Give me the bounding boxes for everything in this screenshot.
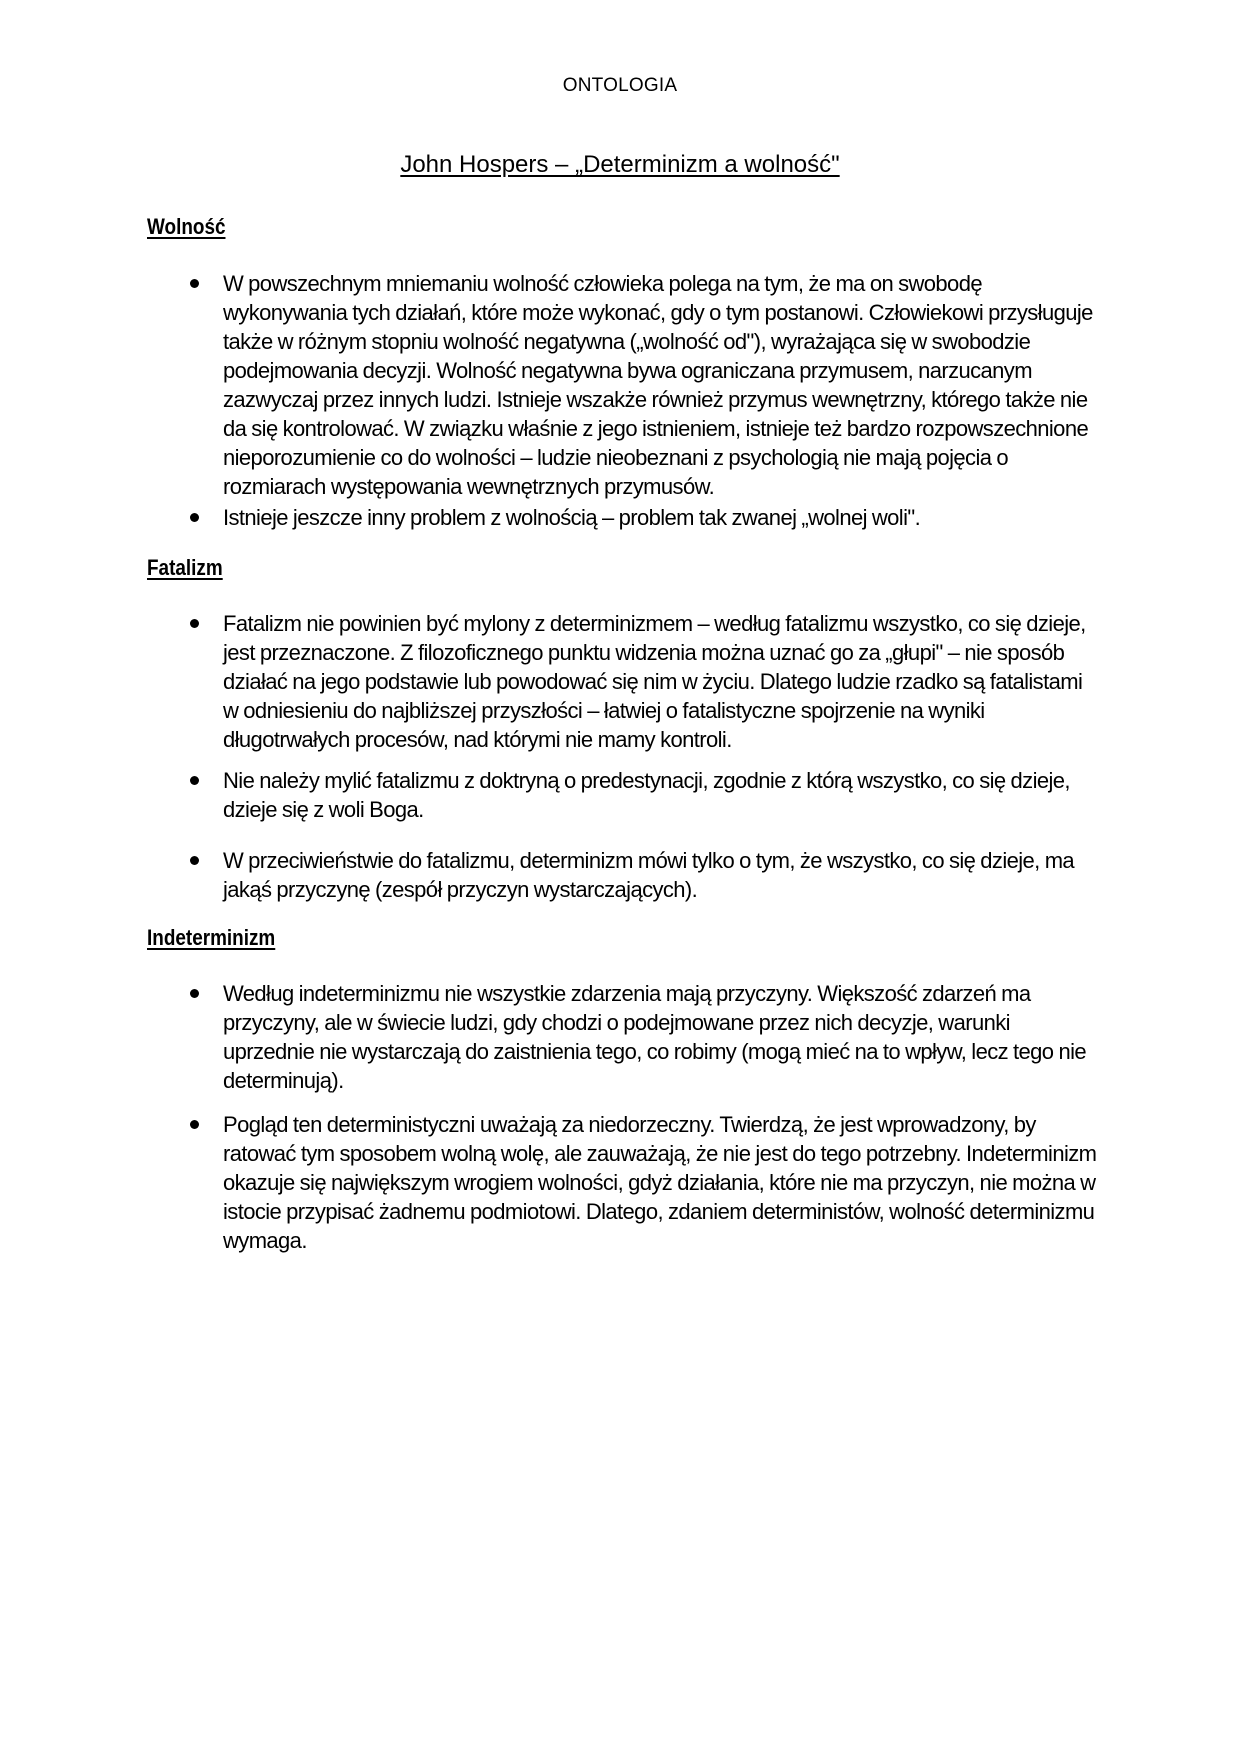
list-item: Nie należy mylić fatalizmu z doktryną o predestynacji, zgodnie z którą wszystko, co się dzieje, dzieje się z woli Boga. (223, 768, 1070, 822)
section-heading-indeterminizm: Indeterminizm (147, 925, 276, 950)
list-item: Istnieje jeszcze inny problem z wolnością – problem tak zwanej „wolnej woli". (223, 505, 921, 530)
list-item: Pogląd ten deterministyczni uważają za niedorzeczny. Twierdzą, że jest wprowadzony, by ratować tym sposobem wolną wolę, ale zauważają, że nie jest do tego potrzebny. Indeterminizm okazuje się największym wrogiem wolności, gdyż działania, które nie ma przyczyn, nie można w istocie przypisać żadnemu podmiotowi. Dlatego, zdaniem deterministów, wolność determinizmu wymaga. (223, 1112, 1097, 1253)
document-title: John Hospers – „Determinizm a wolność" (400, 151, 840, 178)
list-item: W powszechnym mniemaniu wolność człowieka polega na tym, że ma on swobodę wykonywania tych działań, które może wykonać, gdy o tym postanowi. Człowiekowi przysługuje także w różnym stopniu wolność negatywna („wolność od"), wyrażająca się w swobodzie podejmowania decyzji. Wolność negatywna bywa ograniczana przymusem, narzucanym zazwyczaj przez innych ludzi. Istnieje wszakże również przymus wewnętrzny, którego także nie da się kontrolować. W związku właśnie z jego istnieniem, istnieje też bardzo rozpowszechnione nieporozumienie co do wolności – ludzie nieobeznani z psychologią nie mają pojęcia o rozmiarach występowania wewnętrznych przymusów. (223, 271, 1093, 499)
list-item: W przeciwieństwie do fatalizmu, determinizm mówi tylko o tym, że wszystko, co się dzieje, ma jakąś przyczynę (zespół przyczyn wystarczających). (223, 848, 1075, 902)
list-item: Fatalizm nie powinien być mylony z determinizmem – według fatalizmu wszystko, co się dzieje, jest przeznaczone. Z filozoficznego punktu widzenia można uznać go za „głupi" – nie sposób działać na jego podstawie lub powodować się nim w życiu. Dlatego ludzie rzadko są fatalistami w odniesieniu do najbliższej przyszłości – łatwiej o fatalistyczne spojrzenie na wyniki długotrwałych procesów, nad którymi nie mamy kontroli. (223, 611, 1086, 752)
list-item: Według indeterminizmu nie wszystkie zdarzenia mają przyczyny. Większość zdarzeń ma przyczyny, ale w świecie ludzi, gdy chodzi o podejmowane przez nich decyzje, warunki uprzednie nie wystarczają do zaistnienia tego, co robimy (mogą mieć na to wpływ, lecz tego nie determinują). (223, 981, 1087, 1093)
page-header: ONTOLOGIA (562, 75, 678, 96)
section-heading-fatalizm: Fatalizm (147, 555, 223, 580)
section-heading-wolnosc: Wolność (147, 214, 226, 239)
